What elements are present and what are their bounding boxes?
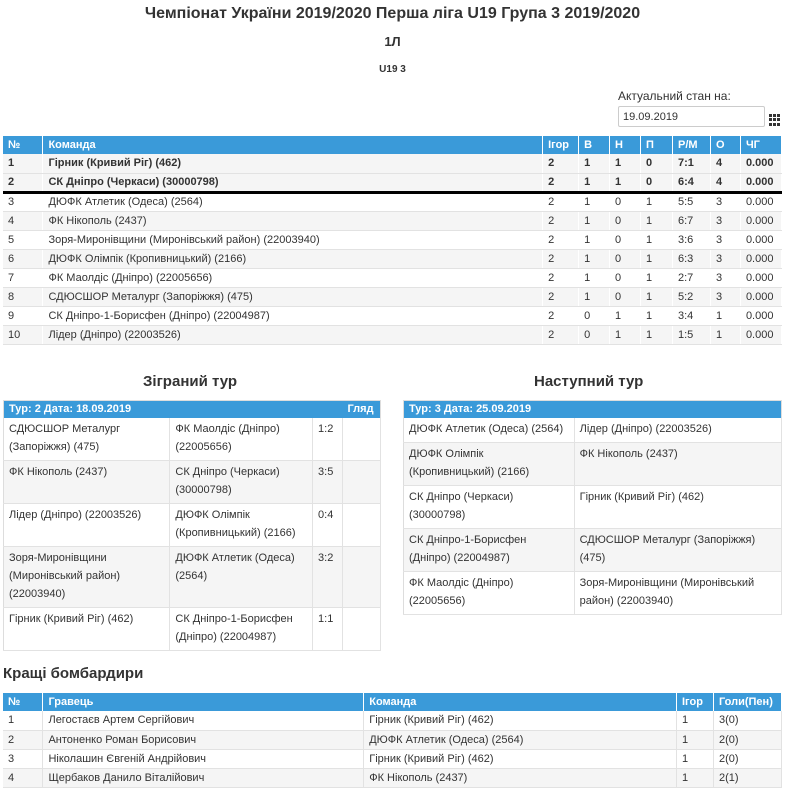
standings-cell: 0 (641, 154, 673, 173)
standings-cell: 1 (610, 306, 641, 325)
next-tour-label: Тур: 3 Дата: 25.09.2019 (404, 401, 782, 418)
standings-cell: 0 (579, 325, 610, 344)
scorer-cell: 1 (677, 730, 714, 749)
standings-cell: 1 (579, 192, 610, 211)
standings-row (3, 287, 782, 306)
calendar-grid-icon[interactable] (769, 114, 781, 126)
player-name-cell: Легостаєв Артем Сергійович (43, 711, 364, 730)
away-team-cell: ФК Нікополь (2437) (574, 442, 781, 485)
standings-cell: 0 (610, 211, 641, 230)
standings-cell: 0.000 (740, 306, 781, 325)
standings-cell: 0.000 (740, 230, 781, 249)
standings-cell: 1 (579, 249, 610, 268)
spectators-cell (342, 460, 380, 503)
standings-cell: 4 (3, 211, 43, 230)
standings-cell: 8 (3, 287, 43, 306)
standings-cell: 2 (543, 287, 579, 306)
top-scorers-table (3, 693, 782, 788)
match-score: 3:5 (313, 460, 343, 503)
standings-cell: 2 (543, 325, 579, 344)
next-match-row (404, 442, 782, 485)
scorer-cell: Гірник (Кривий Ріг) (462) (364, 749, 677, 768)
spectators-cell (342, 607, 380, 650)
standings-cell: 0 (610, 230, 641, 249)
scorer-cell: 2(1) (713, 768, 781, 787)
away-team-cell: ДЮФК Атлетик (Одеса) (2564) (170, 546, 313, 607)
standings-cell: 0 (610, 287, 641, 306)
scorer-cell: 2(0) (713, 730, 781, 749)
standings-cell: 1 (3, 154, 43, 173)
player-name-cell: Антоненко Роман Борисович (43, 730, 364, 749)
home-team-cell: Гірник (Кривий Ріг) (462) (4, 607, 170, 650)
standings-cell: 1 (641, 325, 673, 344)
match-score: 1:1 (313, 607, 343, 650)
standings-cell: 0 (610, 192, 641, 211)
next-match-row (404, 418, 782, 443)
actual-date-label: Актуальний стан на: (618, 89, 731, 103)
standings-col-header[interactable]: Н (610, 136, 641, 154)
home-team-cell: Лідер (Дніпро) (22003526) (4, 503, 170, 546)
team-name-cell[interactable]: Зоря-Миронівщини (Миронівський район) (22003940) (43, 230, 543, 249)
standings-cell: 2 (543, 192, 579, 211)
home-team-cell: ФК Маолдіс (Дніпро) (22005656) (404, 571, 575, 614)
standings-cell: 1 (610, 173, 641, 192)
standings-col-header[interactable]: № (3, 136, 43, 154)
standings-cell: 0.000 (740, 249, 781, 268)
standings-cell: 2 (543, 154, 579, 173)
standings-row (3, 211, 782, 230)
page-title: Чемпіонат України 2019/2020 Перша ліга U19 Група 3 2019/2020 (144, 5, 641, 22)
team-name-cell[interactable]: СК Дніпро (Черкаси) (30000798) (43, 173, 543, 192)
played-match-row (4, 546, 381, 607)
standings-cell: 2 (543, 306, 579, 325)
standings-cell: 1 (579, 268, 610, 287)
standings-col-header[interactable]: ЧГ (740, 136, 781, 154)
team-name-cell[interactable]: СДЮСШОР Металург (Запоріжжя) (475) (43, 287, 543, 306)
standings-cell: 2 (543, 211, 579, 230)
next-match-row (404, 485, 782, 528)
standings-cell: 4 (710, 173, 740, 192)
standings-cell: 1 (610, 325, 641, 344)
player-name-cell: Щербаков Данило Віталійович (43, 768, 364, 787)
next-tour-heading: Наступний тур (534, 373, 644, 390)
scorer-cell: 1 (677, 749, 714, 768)
team-name-cell[interactable]: ДЮФК Олімпік (Кропивницький) (2166) (43, 249, 543, 268)
standings-cell: 6 (3, 249, 43, 268)
match-score: 3:2 (313, 546, 343, 607)
scorers-col-header[interactable]: Команда (364, 693, 677, 711)
standings-col-header[interactable]: В (579, 136, 610, 154)
standings-cell: 0.000 (740, 211, 781, 230)
played-tour-heading: Зіграний тур (143, 373, 238, 390)
scorer-cell: 1 (677, 768, 714, 787)
standings-cell: 1 (579, 287, 610, 306)
spectators-cell (342, 418, 380, 461)
watch-column-header: Гляд (342, 401, 380, 418)
standings-cell: 0 (610, 249, 641, 268)
standings-cell: 5 (3, 230, 43, 249)
standings-cell: 2 (543, 230, 579, 249)
standings-cell: 3 (710, 192, 740, 211)
category-label: U19 3 (379, 64, 406, 75)
match-score: 0:4 (313, 503, 343, 546)
scorers-col-header[interactable]: Ігор (677, 693, 714, 711)
standings-cell: 2 (543, 249, 579, 268)
home-team-cell: Зоря-Миронівщини (Миронівський район) (22003940) (4, 546, 170, 607)
standings-cell: 0 (579, 306, 610, 325)
standings-cell: 3 (710, 211, 740, 230)
team-name-cell[interactable]: СК Дніпро-1-Борисфен (Дніпро) (22004987) (43, 306, 543, 325)
away-team-cell: Зоря-Миронівщини (Миронівський район) (22003940) (574, 571, 781, 614)
scorer-cell: ФК Нікополь (2437) (364, 768, 677, 787)
played-tour-table (3, 400, 381, 651)
standings-cell: 6:4 (672, 173, 710, 192)
standings-cell: 2 (3, 173, 43, 192)
standings-cell: 7:1 (672, 154, 710, 173)
match-score: 1:2 (313, 418, 343, 461)
next-match-row (404, 528, 782, 571)
standings-cell: 9 (3, 306, 43, 325)
away-team-cell: СДЮСШОР Металург (Запоріжжя) (475) (574, 528, 781, 571)
standings-cell: 1 (579, 230, 610, 249)
standings-cell: 6:3 (672, 249, 710, 268)
standings-col-header[interactable]: О (710, 136, 740, 154)
standings-cell: 2 (543, 268, 579, 287)
played-match-row (4, 460, 381, 503)
standings-cell: 3 (710, 268, 740, 287)
standings-col-header[interactable]: Ігор (543, 136, 579, 154)
spectators-cell (342, 503, 380, 546)
standings-cell: 2 (543, 173, 579, 192)
played-tour-label: Тур: 2 Дата: 18.09.2019 (4, 401, 343, 418)
standings-col-header[interactable]: Р/М (672, 136, 710, 154)
standings-cell: 7 (3, 268, 43, 287)
home-team-cell: СК Дніпро (Черкаси) (30000798) (404, 485, 575, 528)
played-match-row (4, 503, 381, 546)
standings-cell: 3 (3, 192, 43, 211)
standings-row (3, 306, 782, 325)
standings-cell: 0.000 (740, 154, 781, 173)
standings-cell: 3 (710, 287, 740, 306)
standings-table (3, 136, 782, 345)
standings-cell: 1:5 (672, 325, 710, 344)
team-name-cell[interactable]: ФК Маолдіс (Дніпро) (22005656) (43, 268, 543, 287)
scorers-col-header[interactable]: Гравець (43, 693, 364, 711)
standings-cell: 1 (641, 230, 673, 249)
standings-row (3, 325, 782, 344)
standings-cell: 0.000 (740, 173, 781, 192)
scorer-row (3, 749, 782, 768)
standings-cell: 1 (641, 306, 673, 325)
standings-cell: 1 (579, 173, 610, 192)
away-team-cell: СК Дніпро (Черкаси) (30000798) (170, 460, 313, 503)
next-match-row (404, 571, 782, 614)
standings-cell: 5:2 (672, 287, 710, 306)
standings-cell: 1 (641, 192, 673, 211)
scorer-cell: 2(0) (713, 749, 781, 768)
player-name-cell: Ніколашин Євгеній Андрійович (43, 749, 364, 768)
standings-row (3, 154, 782, 173)
scorer-row (3, 768, 782, 787)
standings-cell: 3 (710, 249, 740, 268)
standings-cell: 3 (710, 230, 740, 249)
played-match-row (4, 418, 381, 461)
standings-cell: 0.000 (740, 192, 781, 211)
standings-row (3, 268, 782, 287)
standings-cell: 6:7 (672, 211, 710, 230)
actual-date-input[interactable] (618, 106, 765, 127)
standings-cell: 3:6 (672, 230, 710, 249)
standings-row (3, 173, 782, 192)
standings-cell: 1 (641, 249, 673, 268)
away-team-cell: ФК Маолдіс (Дніпро) (22005656) (170, 418, 313, 461)
standings-cell: 1 (610, 154, 641, 173)
home-team-cell: СДЮСШОР Металург (Запоріжжя) (475) (4, 418, 170, 461)
standings-cell: 1 (710, 306, 740, 325)
team-name-cell[interactable]: Гірник (Кривий Ріг) (462) (43, 154, 543, 173)
standings-row (3, 230, 782, 249)
scorer-row (3, 730, 782, 749)
scorer-cell: 2 (3, 730, 43, 749)
away-team-cell: Лідер (Дніпро) (22003526) (574, 418, 781, 443)
scorers-header-row (3, 693, 782, 711)
standings-col-header[interactable]: Команда (43, 136, 543, 154)
standings-cell: 1 (579, 154, 610, 173)
team-name-cell[interactable]: Лідер (Дніпро) (22003526) (43, 325, 543, 344)
home-team-cell: ДЮФК Олімпік (Кропивницький) (2166) (404, 442, 575, 485)
standings-row (3, 192, 782, 211)
next-tour-table (403, 400, 782, 615)
team-name-cell[interactable]: ДЮФК Атлетик (Одеса) (2564) (43, 192, 543, 211)
home-team-cell: СК Дніпро-1-Борисфен (Дніпро) (22004987) (404, 528, 575, 571)
away-team-cell: Гірник (Кривий Ріг) (462) (574, 485, 781, 528)
standings-cell: 4 (710, 154, 740, 173)
scorer-cell: 1 (677, 711, 714, 730)
standings-row (3, 249, 782, 268)
standings-cell: 1 (641, 268, 673, 287)
standings-cell: 0.000 (740, 287, 781, 306)
standings-cell: 0.000 (740, 325, 781, 344)
top-scorers-heading: Кращі бомбардири (3, 665, 144, 682)
scorer-row (3, 711, 782, 730)
standings-cell: 1 (710, 325, 740, 344)
team-name-cell[interactable]: ФК Нікополь (2437) (43, 211, 543, 230)
standings-header-row (3, 136, 782, 154)
standings-cell: 1 (641, 211, 673, 230)
standings-cell: 2:7 (672, 268, 710, 287)
scorer-cell: Гірник (Кривий Ріг) (462) (364, 711, 677, 730)
away-team-cell: ДЮФК Олімпік (Кропивницький) (2166) (170, 503, 313, 546)
away-team-cell: СК Дніпро-1-Борисфен (Дніпро) (22004987) (170, 607, 313, 650)
league-subtitle: 1Л (384, 34, 401, 49)
scorers-col-header[interactable]: № (3, 693, 43, 711)
standings-cell: 0.000 (740, 268, 781, 287)
scorer-cell: 1 (3, 711, 43, 730)
scorer-cell: 4 (3, 768, 43, 787)
home-team-cell: ФК Нікополь (2437) (4, 460, 170, 503)
scorer-cell: ДЮФК Атлетик (Одеса) (2564) (364, 730, 677, 749)
standings-cell: 5:5 (672, 192, 710, 211)
standings-cell: 10 (3, 325, 43, 344)
home-team-cell: ДЮФК Атлетик (Одеса) (2564) (404, 418, 575, 443)
spectators-cell (342, 546, 380, 607)
scorer-cell: 3(0) (713, 711, 781, 730)
standings-cell: 0 (610, 268, 641, 287)
standings-cell: 1 (641, 287, 673, 306)
standings-cell: 3:4 (672, 306, 710, 325)
played-match-row (4, 607, 381, 650)
standings-cell: 1 (579, 211, 610, 230)
scorers-col-header[interactable]: Голи(Пен) (713, 693, 781, 711)
scorer-cell: 3 (3, 749, 43, 768)
standings-col-header[interactable]: П (641, 136, 673, 154)
standings-cell: 0 (641, 173, 673, 192)
